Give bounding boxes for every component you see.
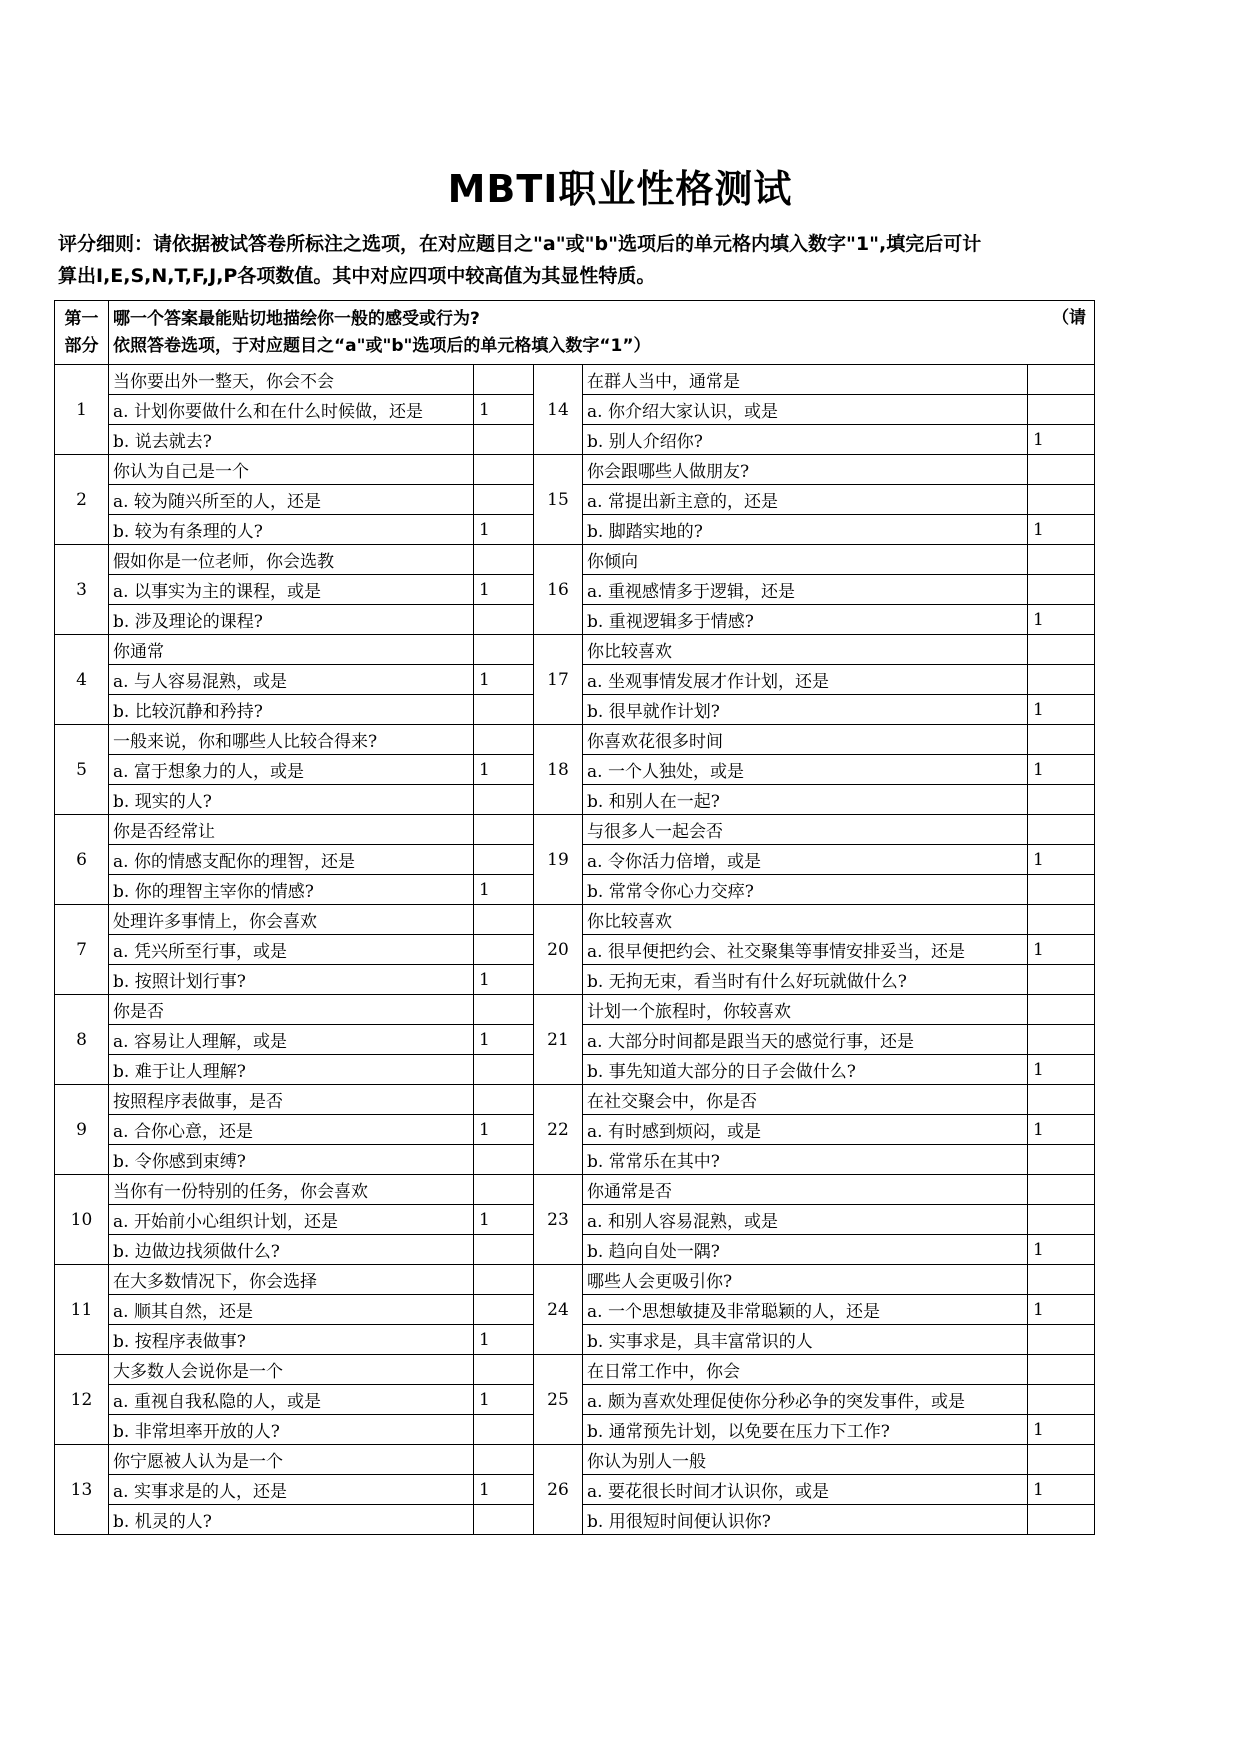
question-stem: 你比较喜欢 [583,905,1028,935]
option-a-answer-cell[interactable]: 1 [1028,1115,1095,1145]
option-b-answer-cell[interactable] [474,425,534,455]
question-number: 11 [55,1265,109,1355]
question-number: 12 [55,1355,109,1445]
option-a-answer-cell[interactable] [1028,575,1095,605]
option-b-answer-cell[interactable] [474,785,534,815]
option-a: a. 与人容易混熟，或是 [109,665,474,695]
section-header-row [55,301,1095,365]
question-stem: 处理许多事情上，你会喜欢 [109,905,474,935]
stem-blank-cell [474,1175,534,1205]
question-stem: 你倾向 [583,545,1028,575]
option-a: a. 开始前小心组织计划，还是 [109,1205,474,1235]
question-number: 14 [534,365,583,455]
option-b-answer-cell[interactable] [474,605,534,635]
instructions-line-2: 算出I,E,S,N,T,F,J,P各项数值。其中对应四项中较高值为其显性特质。 [58,265,656,287]
section-label [55,301,109,365]
option-b-answer-cell[interactable]: 1 [474,515,534,545]
option-a: a. 你的情感支配你的理智，还是 [109,845,474,875]
stem-blank-cell [1028,635,1095,665]
question-row [55,1085,1095,1115]
option-a: a. 常提出新主意的，还是 [583,485,1028,515]
option-b-answer-cell[interactable] [1028,785,1095,815]
option-b-answer-cell[interactable] [1028,1505,1095,1535]
question-row [55,1175,1095,1205]
section-label-line-2: 部分 [64,335,99,356]
option-b: b. 常常令你心力交瘁? [583,875,1028,905]
option-b-answer-cell[interactable] [1028,1325,1095,1355]
option-b: b. 说去就去? [109,425,474,455]
option-a-answer-cell[interactable] [474,1295,534,1325]
stem-blank-cell [474,1445,534,1475]
option-a-answer-cell[interactable] [1028,395,1095,425]
option-b: b. 趋向自处一隅? [583,1235,1028,1265]
question-row [55,815,1095,845]
option-b-answer-cell[interactable]: 1 [1028,515,1095,545]
question-row [55,1445,1095,1475]
option-a: a. 富于想象力的人，或是 [109,755,474,785]
option-a-answer-cell[interactable] [474,845,534,875]
scoring-instructions [58,228,1098,292]
option-b: b. 难于让人理解? [109,1055,474,1085]
option-a-answer-cell[interactable] [1028,485,1095,515]
option-b-answer-cell[interactable] [1028,965,1095,995]
question-number: 5 [55,725,109,815]
question-stem: 当你要出外一整天，你会不会 [109,365,474,395]
question-number: 19 [534,815,583,905]
option-b: b. 实事求是，具丰富常识的人 [583,1325,1028,1355]
question-stem: 你通常是否 [583,1175,1028,1205]
instructions-line-1: 评分细则：请依据被试答卷所标注之选项，在对应题目之"a"或"b"选项后的单元格内填入数字"1",填完后可计 [58,233,982,255]
question-row [55,545,1095,575]
questionnaire-table [54,300,1095,1535]
question-stem: 哪些人会更吸引你? [583,1265,1028,1295]
option-b: b. 较为有条理的人? [109,515,474,545]
option-a-answer-cell[interactable]: 1 [1028,1295,1095,1325]
option-a-answer-cell[interactable]: 1 [474,1385,534,1415]
question-stem: 在社交聚会中，你是否 [583,1085,1028,1115]
option-b: b. 机灵的人? [109,1505,474,1535]
question-number: 18 [534,725,583,815]
option-a-answer-cell[interactable] [1028,1025,1095,1055]
question-number: 3 [55,545,109,635]
question-stem: 计划一个旅程时，你较喜欢 [583,995,1028,1025]
option-a: a. 令你活力倍增，或是 [583,845,1028,875]
section-label-line-1: 第一 [64,308,99,329]
stem-blank-cell [1028,1355,1095,1385]
question-number: 25 [534,1355,583,1445]
question-row [55,905,1095,935]
question-stem: 你宁愿被人认为是一个 [109,1445,474,1475]
option-a-answer-cell[interactable] [474,485,534,515]
option-a: a. 实事求是的人，还是 [109,1475,474,1505]
stem-blank-cell [474,995,534,1025]
option-b-answer-cell[interactable]: 1 [1028,605,1095,635]
option-a-answer-cell[interactable] [1028,665,1095,695]
question-row [55,725,1095,755]
option-b: b. 比较沉静和矜持? [109,695,474,725]
option-a: a. 要花很长时间才认识你，或是 [583,1475,1028,1505]
option-a-answer-cell[interactable]: 1 [1028,845,1095,875]
option-b: b. 令你感到束缚? [109,1145,474,1175]
stem-blank-cell [1028,995,1095,1025]
option-b-answer-cell[interactable]: 1 [1028,1415,1095,1445]
question-number: 24 [534,1265,583,1355]
option-b: b. 别人介绍你? [583,425,1028,455]
option-b-answer-cell[interactable] [1028,875,1095,905]
stem-blank-cell [1028,455,1095,485]
question-row [55,995,1095,1025]
option-b: b. 用很短时间便认识你? [583,1505,1028,1535]
question-stem: 在日常工作中，你会 [583,1355,1028,1385]
option-b: b. 按照计划行事? [109,965,474,995]
question-stem: 你认为别人一般 [583,1445,1028,1475]
option-a: a. 大部分时间都是跟当天的感觉行事，还是 [583,1025,1028,1055]
question-number: 6 [55,815,109,905]
option-a: a. 较为随兴所至的人，还是 [109,485,474,515]
question-number: 21 [534,995,583,1085]
question-stem: 你是否 [109,995,474,1025]
option-b-answer-cell[interactable]: 1 [474,1325,534,1355]
question-number: 22 [534,1085,583,1175]
page-title: MBTI职业性格测试 [447,167,793,211]
option-a-answer-cell[interactable]: 1 [1028,755,1095,785]
question-number: 23 [534,1175,583,1265]
stem-blank-cell [474,455,534,485]
option-b-answer-cell[interactable]: 1 [1028,1235,1095,1265]
option-a-answer-cell[interactable]: 1 [474,575,534,605]
option-b: b. 常常乐在其中? [583,1145,1028,1175]
option-b-answer-cell[interactable] [474,1505,534,1535]
stem-blank-cell [474,1085,534,1115]
question-stem: 你认为自己是一个 [109,455,474,485]
option-a-answer-cell[interactable]: 1 [474,755,534,785]
option-a-answer-cell[interactable] [1028,1385,1095,1415]
section-question-line: 哪一个答案最能贴切地描绘你一般的感受或行为? [113,308,480,329]
question-stem: 你是否经常让 [109,815,474,845]
question-number: 2 [55,455,109,545]
question-row [55,455,1095,485]
question-number: 1 [55,365,109,455]
stem-blank-cell [1028,545,1095,575]
option-b: b. 重视逻辑多于情感? [583,605,1028,635]
option-a: a. 和别人容易混熟，或是 [583,1205,1028,1235]
option-b: b. 按程序表做事? [109,1325,474,1355]
option-a: a. 颇为喜欢处理促使你分秒必争的突发事件，或是 [583,1385,1028,1415]
option-a: a. 很早便把约会、社交聚集等事情安排妥当，还是 [583,935,1028,965]
option-a-answer-cell[interactable]: 1 [474,1115,534,1145]
question-row [55,365,1095,395]
option-b-answer-cell[interactable]: 1 [474,875,534,905]
option-a: a. 容易让人理解，或是 [109,1025,474,1055]
question-row [55,635,1095,665]
option-a: a. 有时感到烦闷，或是 [583,1115,1028,1145]
option-b: b. 脚踏实地的? [583,515,1028,545]
stem-blank-cell [1028,1085,1095,1115]
option-a-answer-cell[interactable]: 1 [1028,1475,1095,1505]
stem-blank-cell [1028,365,1095,395]
option-b: b. 很早就作计划? [583,695,1028,725]
option-b: b. 非常坦率开放的人? [109,1415,474,1445]
question-row [55,1355,1095,1385]
option-b: b. 你的理智主宰你的情感? [109,875,474,905]
stem-blank-cell [474,905,534,935]
stem-blank-cell [474,1355,534,1385]
stem-blank-cell [474,635,534,665]
option-a: a. 一个思想敏捷及非常聪颖的人，还是 [583,1295,1028,1325]
stem-blank-cell [1028,815,1095,845]
option-b-answer-cell[interactable]: 1 [1028,695,1095,725]
option-a-answer-cell[interactable] [474,935,534,965]
option-b-answer-cell[interactable] [474,1145,534,1175]
question-number: 13 [55,1445,109,1535]
option-a: a. 计划你要做什么和在什么时候做，还是 [109,395,474,425]
question-number: 7 [55,905,109,995]
option-a: a. 凭兴所至行事，或是 [109,935,474,965]
section-instruction [109,301,1095,365]
question-stem: 在群人当中，通常是 [583,365,1028,395]
question-stem: 你喜欢花很多时间 [583,725,1028,755]
question-row [55,1265,1095,1295]
stem-blank-cell [1028,905,1095,935]
question-stem: 与很多人一起会否 [583,815,1028,845]
option-a-answer-cell[interactable]: 1 [1028,935,1095,965]
option-b: b. 涉及理论的课程? [109,605,474,635]
option-b-answer-cell[interactable] [474,1415,534,1445]
option-a-answer-cell[interactable]: 1 [474,1205,534,1235]
option-a-answer-cell[interactable] [1028,1205,1095,1235]
question-number: 16 [534,545,583,635]
option-b: b. 无拘无束，看当时有什么好玩就做什么? [583,965,1028,995]
stem-blank-cell [474,815,534,845]
option-b: b. 和别人在一起? [583,785,1028,815]
option-a: a. 一个人独处，或是 [583,755,1028,785]
option-b: b. 事先知道大部分的日子会做什么? [583,1055,1028,1085]
option-b-answer-cell[interactable] [474,1055,534,1085]
question-stem: 按照程序表做事，是否 [109,1085,474,1115]
section-fill-instruction-line: 依照答卷选项，于对应题目之“a"或"b"选项后的单元格填入数字“1”） [113,335,651,356]
option-b-answer-cell[interactable]: 1 [474,965,534,995]
option-a: a. 合你心意，还是 [109,1115,474,1145]
option-a: a. 坐观事情发展才作计划，还是 [583,665,1028,695]
question-number: 4 [55,635,109,725]
question-stem: 在大多数情况下，你会选择 [109,1265,474,1295]
option-a-answer-cell[interactable]: 1 [474,1025,534,1055]
option-a: a. 你介绍大家认识，或是 [583,395,1028,425]
option-b: b. 通常预先计划，以免要在压力下工作? [583,1415,1028,1445]
option-b-answer-cell[interactable] [474,695,534,725]
option-a: a. 重视感情多于逻辑，还是 [583,575,1028,605]
stem-blank-cell [1028,1175,1095,1205]
question-stem: 你会跟哪些人做朋友? [583,455,1028,485]
option-a-answer-cell[interactable]: 1 [474,1475,534,1505]
question-number: 26 [534,1445,583,1535]
option-b-answer-cell[interactable]: 1 [1028,1055,1095,1085]
question-number: 15 [534,455,583,545]
stem-blank-cell [1028,1445,1095,1475]
question-number: 17 [534,635,583,725]
option-a: a. 顺其自然，还是 [109,1295,474,1325]
question-number: 9 [55,1085,109,1175]
option-a: a. 重视自我私隐的人，或是 [109,1385,474,1415]
option-b: b. 现实的人? [109,785,474,815]
question-number: 10 [55,1175,109,1265]
question-stem: 你通常 [109,635,474,665]
question-stem: 一般来说，你和哪些人比较合得来? [109,725,474,755]
option-b-answer-cell[interactable] [1028,1145,1095,1175]
stem-blank-cell [474,725,534,755]
stem-blank-cell [474,545,534,575]
section-header-right-note: （请 [1052,308,1087,328]
stem-blank-cell [474,365,534,395]
question-stem: 假如你是一位老师，你会选教 [109,545,474,575]
question-stem: 大多数人会说你是一个 [109,1355,474,1385]
stem-blank-cell [1028,725,1095,755]
option-b: b. 边做边找须做什么? [109,1235,474,1265]
stem-blank-cell [1028,1265,1095,1295]
question-number: 20 [534,905,583,995]
question-stem: 当你有一份特别的任务，你会喜欢 [109,1175,474,1205]
option-b-answer-cell[interactable] [474,1235,534,1265]
option-a-answer-cell[interactable]: 1 [474,665,534,695]
question-stem: 你比较喜欢 [583,635,1028,665]
option-b-answer-cell[interactable]: 1 [1028,425,1095,455]
option-a-answer-cell[interactable]: 1 [474,395,534,425]
question-number: 8 [55,995,109,1085]
stem-blank-cell [474,1265,534,1295]
option-a: a. 以事实为主的课程，或是 [109,575,474,605]
